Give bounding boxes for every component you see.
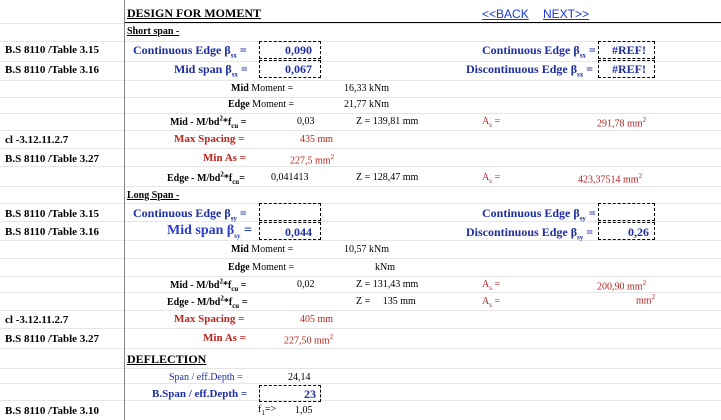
long-mid-span-label: Mid span $\beta_{sy}$ = — [167, 223, 253, 240]
short-edge-as-value: 423,37514 $mm^2$ — [578, 172, 643, 186]
bspan-eff-depth-value: 23 — [304, 387, 316, 401]
long-right-continuous-field[interactable] — [598, 203, 655, 221]
long-right-continuous-label: Continuous Edge $\beta_{sy}$ = — [482, 206, 596, 223]
long-mid-as-label: $A_s$ = — [482, 279, 501, 292]
bspan-eff-depth-label: B.Span / eff.Depth = — [152, 388, 248, 400]
span-eff-depth-label: Span / eff.Depth = — [169, 372, 243, 383]
long-max-spacing-label: Max Spacing = — [174, 313, 245, 325]
long-edge-moment-label: Edge Moment = — [228, 262, 295, 273]
long-ref-table-3-15: B.S 8110 /Table 3.15 — [5, 208, 100, 220]
short-right-continuous-label: Continuous Edge $\beta_{sx}$ = — [482, 43, 596, 60]
long-edge-moment-unit: kNm — [375, 262, 395, 273]
long-mid-k-label: Mid - $M/bd^2*f_{cu}$ = — [170, 278, 247, 294]
short-mid-span-value: 0,067 — [285, 62, 312, 76]
long-mid-as-value: 200,90 $mm^2$ — [597, 279, 647, 293]
long-edge-as-unit: $mm^2$ — [636, 293, 656, 307]
page-title: DESIGN FOR MOMENT — [127, 6, 262, 20]
ref-table-3-15: B.S 8110 /Table 3.15 — [5, 44, 100, 56]
long-mid-moment-value: 10,57 kNm — [344, 244, 389, 255]
span-eff-depth-value: 24,14 — [288, 372, 311, 383]
short-continuous-edge-label: Continuous Edge $\beta_{sx}$ = — [133, 43, 247, 60]
long-right-discontinuous-value: 0,26 — [628, 225, 649, 239]
long-span-heading: Long Span - — [127, 190, 180, 201]
short-cl-ref: cl -3.12.11.2.7 — [5, 134, 69, 146]
short-mid-z: Z = 139,81 mm — [356, 116, 419, 127]
long-mid-z: Z = 131,43 mm — [356, 279, 419, 290]
header-underline — [125, 22, 721, 23]
short-right-discontinuous-label: Discontinuous Edge $\beta_{sx}$ = — [466, 62, 594, 79]
long-ref-table-3-27: B.S 8110 /Table 3.27 — [5, 333, 100, 345]
short-edge-z: Z = 128,47 mm — [356, 172, 419, 183]
ref-table-3-10: B.S 8110 /Table 3.10 — [5, 405, 100, 417]
long-mid-span-value: 0,044 — [285, 225, 312, 239]
long-cl-ref: cl -3.12.11.2.7 — [5, 314, 69, 326]
long-edge-as-label: $A_s$ = — [482, 296, 501, 309]
long-continuous-edge-label: Continuous Edge $\beta_{sy}$ = — [133, 206, 247, 223]
column-divider — [124, 0, 125, 420]
short-edge-k-value: 0,041413 — [271, 172, 309, 183]
short-mid-k-label: Mid - $M/bd^2*f_{cu}$ = — [170, 115, 247, 131]
short-right-discontinuous-value: #REF! — [612, 62, 646, 76]
next-link[interactable]: NEXT>> — [543, 7, 590, 21]
long-ref-table-3-16: B.S 8110 /Table 3.16 — [5, 226, 100, 238]
back-link[interactable]: <<BACK — [482, 7, 529, 21]
long-mid-k-value: 0,02 — [297, 279, 315, 290]
short-mid-k-value: 0,03 — [297, 116, 315, 127]
short-max-spacing-label: Max Spacing = — [174, 133, 245, 145]
short-span-heading: Short span - — [127, 26, 180, 37]
long-continuous-edge-field[interactable] — [259, 203, 321, 221]
short-mid-span-label: Mid span $\beta_{sx}$ = — [174, 62, 248, 79]
short-mid-moment-label: Mid Moment = — [231, 83, 294, 94]
long-min-as-value: 227,50 $mm^2$ — [284, 333, 334, 347]
long-max-spacing-value: 405 mm — [300, 314, 334, 325]
f1-label: $f_1=>$ — [258, 404, 277, 417]
long-mid-moment-label: Mid Moment = — [231, 244, 294, 255]
short-edge-moment-value: 21,77 kNm — [344, 99, 389, 110]
short-max-spacing-value: 435 mm — [300, 134, 334, 145]
deflection-heading: DEFLECTION — [127, 352, 207, 366]
f1-value: 1,05 — [295, 405, 313, 416]
short-mid-moment-value: 16,33 kNm — [344, 83, 389, 94]
short-edge-moment-label: Edge Moment = — [228, 99, 295, 110]
ref-table-3-16: B.S 8110 /Table 3.16 — [5, 64, 100, 76]
long-min-as-label: Min As = — [203, 332, 246, 344]
short-min-as-value: 227,5 $mm^2$ — [290, 153, 335, 167]
long-edge-z: Z = 135 mm — [356, 296, 416, 307]
long-right-discontinuous-label: Discontinuous Edge $\beta_{sy}$ = — [466, 225, 594, 242]
short-mid-as-value: 291,78 $mm^2$ — [597, 116, 647, 130]
short-continuous-edge-value: 0,090 — [285, 43, 312, 57]
short-right-continuous-value: #REF! — [612, 43, 646, 57]
long-edge-k-label: Edge - $M/bd^2*f_{cu}$ = — [167, 295, 248, 311]
short-ref-table-3-27: B.S 8110 /Table 3.27 — [5, 153, 100, 165]
short-edge-k-label: Edge - $M/bd^2*f_{cu}=$ — [167, 171, 245, 187]
short-mid-as-label: $A_s$ = — [482, 116, 501, 129]
short-edge-as-label: $A_s$ = — [482, 172, 501, 185]
short-min-as-label: Min As = — [203, 152, 246, 164]
